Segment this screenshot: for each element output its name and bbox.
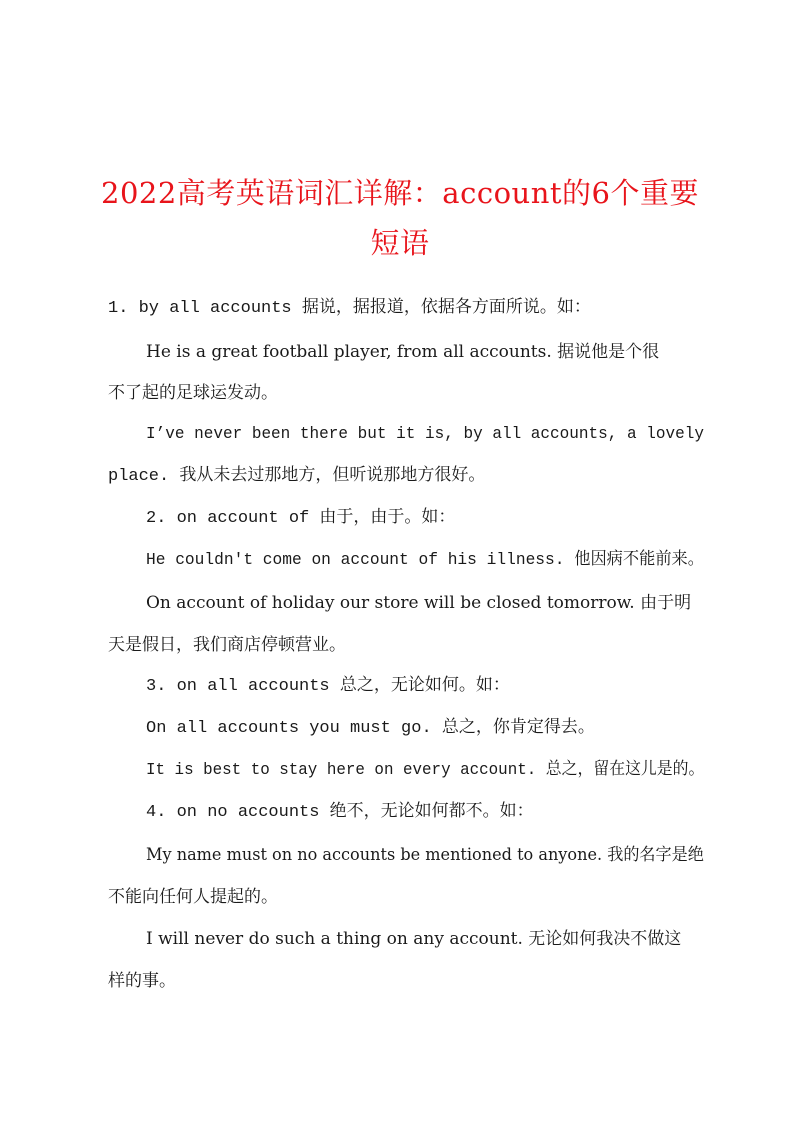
paragraph-line: My name must on no accounts be mentioned to anyone. 我的名字是绝 [146, 845, 704, 865]
paragraph-line: I’ve never been there but it is, by all accounts, a lovely [146, 425, 704, 444]
paragraph-line: On all accounts you must go. 总之，你肯定得去。 [146, 719, 595, 738]
paragraph-line: 不能向任何人提起的。 [108, 887, 278, 907]
title-line-1: 2022高考英语词汇详解：account的6个重要 [101, 176, 699, 210]
paragraph-line: He couldn't come on account of his illness. 他因病不能前来。 [146, 551, 704, 570]
paragraph-line: He is a great football player, from all accounts. 据说他是个很 [146, 342, 660, 362]
paragraph-line: On account of holiday our store will be closed tomorrow. 由于明 [146, 593, 692, 613]
paragraph-line: 样的事。 [108, 971, 176, 991]
paragraph-line: place. 我从未去过那地方，但听说那地方很好。 [108, 467, 486, 486]
paragraph-line: 不了起的足球运发动。 [108, 383, 278, 403]
paragraph-heading-2: 2. on account of 由于，由于。如： [146, 509, 456, 528]
paragraph-heading-1: 1. by all accounts 据说，据报道，依据各方面所说。如： [108, 299, 591, 318]
document-title [90, 168, 710, 268]
paragraph-line: I will never do such a thing on any account. 无论如何我决不做这 [146, 929, 682, 949]
title-line-2: 短语 [370, 226, 430, 260]
paragraph-heading-4: 4. on no accounts 绝不，无论如何都不。如： [146, 803, 534, 822]
paragraph-line: 天是假日，我们商店停顿营业。 [108, 635, 346, 655]
paragraph-line: It is best to stay here on every account. 总之，留在这儿是的。 [146, 761, 705, 780]
paragraph-heading-3: 3. on all accounts 总之，无论如何。如： [146, 677, 510, 696]
